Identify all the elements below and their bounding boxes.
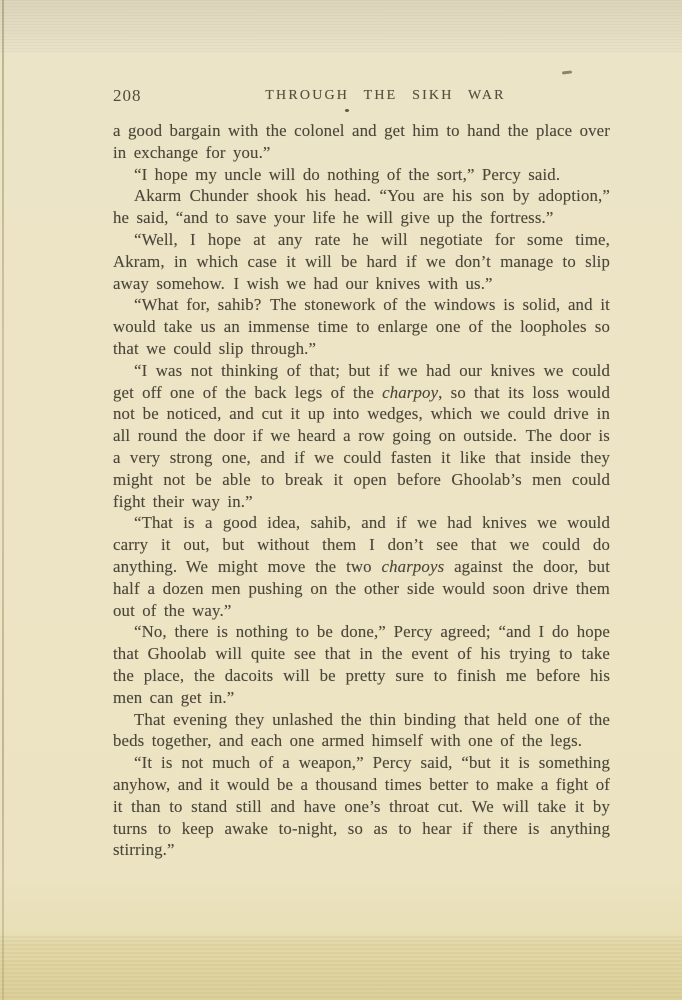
paragraph [113, 164, 610, 186]
paragraph [113, 512, 610, 621]
text-run: “No, there is nothing to be done,” Percy agreed; “and I do hope that Ghoolab will quite see that in the event of his trying to take the place, the dacoits will be pretty sure to finish me before his men can get in.” [113, 622, 610, 707]
text-run: “It is not much of a weapon,” Percy said, “but it is something anyhow, and it would be a thousand times better to make a fight of it than to stand still and have one’s throat cut. We will take it by turns to keep awake to-night, so as to hear if there is anything stirring.” [113, 753, 610, 860]
ink-smudge-mark [562, 70, 572, 74]
text-run: against the door, but half a dozen men pushing on the other side would soon drive them out of the way.” [113, 556, 611, 620]
paragraph [113, 294, 610, 359]
paragraph [113, 229, 610, 294]
text-block [113, 120, 610, 861]
text-run: a good bargain with the colonel and get him to hand the place over in exchange for you.” [113, 121, 610, 162]
scan-band-top [0, 0, 682, 55]
text-run: “I was not thinking of that; but if we had our knives we could get off one of the back legs of the [113, 360, 610, 402]
text-run: That evening they unlashed the thin binding that held one of the beds together, and each one armed himself with one of the legs. [113, 709, 610, 751]
text-run: “What for, sahib? The stonework of the windows is solid, and it would take us an immense time to enlarge one of the loopholes so that we could slip through.” [113, 295, 610, 358]
page-edge-shadow [2, 0, 4, 1000]
italic-term: charpoys [381, 556, 445, 576]
text-run: “I hope my uncle will do nothing of the sort,” Percy said. [134, 164, 561, 184]
paragraph [113, 185, 610, 229]
text-run: Akarm Chunder shook his head. “You are his son by adoption,” he said, “and to save your life he will give up the fortress.” [113, 186, 610, 228]
page-number: 208 [113, 86, 142, 105]
paragraph [113, 120, 610, 164]
text-run: , so that its loss would not be noticed, and cut it up into wedges, which we could drive in all round the door if we heard a row going on outside. The door is a very strong one, and if we could fasten it like that inside they might not be able to break it open before Ghoolab’s men could fight their way in.” [113, 382, 611, 511]
paragraph [113, 752, 610, 861]
running-title: THROUGH THE SIKH WAR [265, 88, 506, 103]
paragraph [113, 709, 610, 753]
text-run: “That is a good idea, sahib, and if we had knives we would carry it out, but without them I don’t see that we could do anything. We might move the two [113, 513, 610, 576]
ink-dot-mark [345, 109, 349, 112]
italic-term: charpoy [382, 382, 439, 402]
text-run: “Well, I hope at any rate he will negotiate for some time, Akram, in which case it will be hard if we don’t manage to slip away somehow. I wish we had our knives with us.” [113, 229, 610, 293]
paragraph [113, 621, 610, 708]
page-header [113, 86, 608, 106]
paragraph [113, 360, 610, 513]
scan-band-bottom [0, 936, 682, 1000]
